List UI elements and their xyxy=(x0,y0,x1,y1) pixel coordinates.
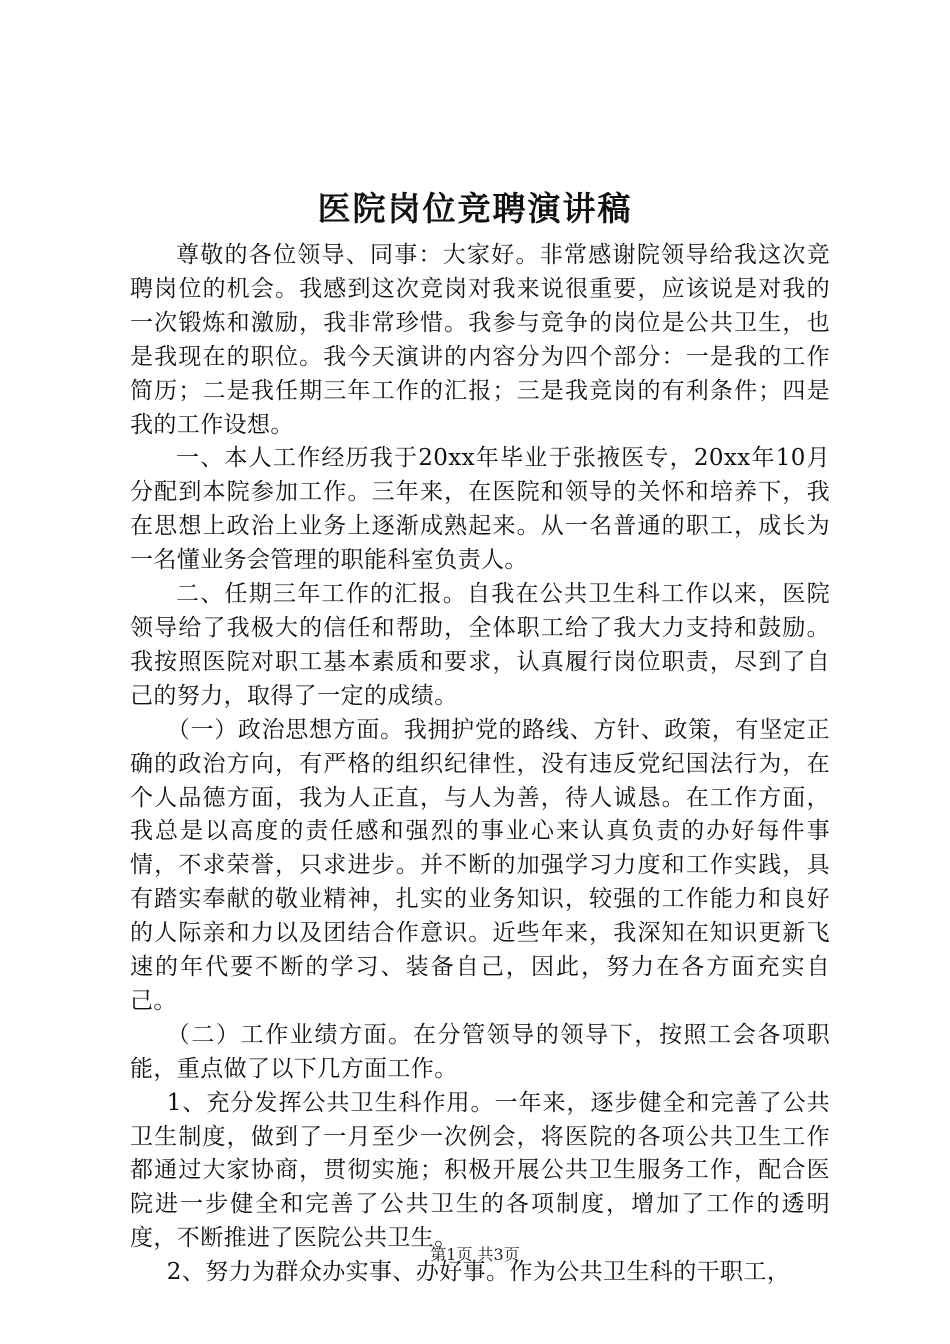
paragraph-item-1: 1、充分发挥公共卫生科作用。一年来，逐步健全和完善了公共卫生制度，做到了一月至少一次例会，将医院的各项公共卫生工作都通过大家协商，贯彻实施；积极开展公共卫生服务工作，配合医院进一步健全和完善了公共卫生的各项制度，增加了工作的透明度，不断推进了医院公共卫生。 xyxy=(130,1089,830,1252)
paragraph-work-experience: 一、本人工作经历我于20xx年毕业于张掖医专，20xx年10月分配到本院参加工作。三年来，在医院和领导的关怀和培养下，我在思想上政治上业务上逐渐成熟起来。从一名普通的职工，成长为一名懂业务会管理的职能科室负责人。 xyxy=(130,445,830,574)
paragraph-item-2: 2、努力为群众办实事、办好事。作为公共卫生科的干职工， xyxy=(166,1259,791,1286)
paragraph-political-thought: （一）政治思想方面。我拥护党的路线、方针、政策，有坚定正确的政治方向，有严格的组织纪律性，没有违反党纪国法行为，在个人品德方面，我为人正直，与人为善，待人诚恳。在工作方面，我总是以高度的责任感和强烈的事业心来认真负责的办好每件事情，不求荣誉，只求进步。并不断的加强学习力度和工作实践，具有踏实奉献的敬业精神，扎实的业务知识，较强的工作能力和良好的人际亲和力以及团结合作意识。近些年来，我深知在知识更新飞速的年代要不断的学习、装备自己，因此，努力在各方面充实自己。 xyxy=(130,716,830,1014)
paragraph-work-performance: （二）工作业绩方面。在分管领导的领导下，按照工会各项职能，重点做了以下几方面工作。 xyxy=(130,1021,830,1082)
paragraph-work-report: 二、任期三年工作的汇报。自我在公共卫生科工作以来，医院领导给了我极大的信任和帮助，全体职工给了我大力支持和鼓励。我按照医院对职工基本素质和要求，认真履行岗位职责，尽到了自己的努力，取得了一定的成绩。 xyxy=(130,581,830,709)
page-number-footer: 第1页 共3页 xyxy=(430,1245,520,1264)
paragraph-greeting: 尊敬的各位领导、同事：大家好。非常感谢院领导给我这次竞聘岗位的机会。我感到这次竞岗对我来说很重要，应该说是对我的一次锻炼和激励，我非常珍惜。我参与竞争的岗位是公共卫生，也是我现在的职位。我今天演讲的内容分为四个部分：一是我的工作简历；二是我任期三年工作的汇报；三是我竞岗的有利条件；四是我的工作设想。 xyxy=(130,242,830,438)
document-body xyxy=(130,239,830,1290)
document-title: 医院岗位竞聘演讲稿 xyxy=(317,189,633,228)
